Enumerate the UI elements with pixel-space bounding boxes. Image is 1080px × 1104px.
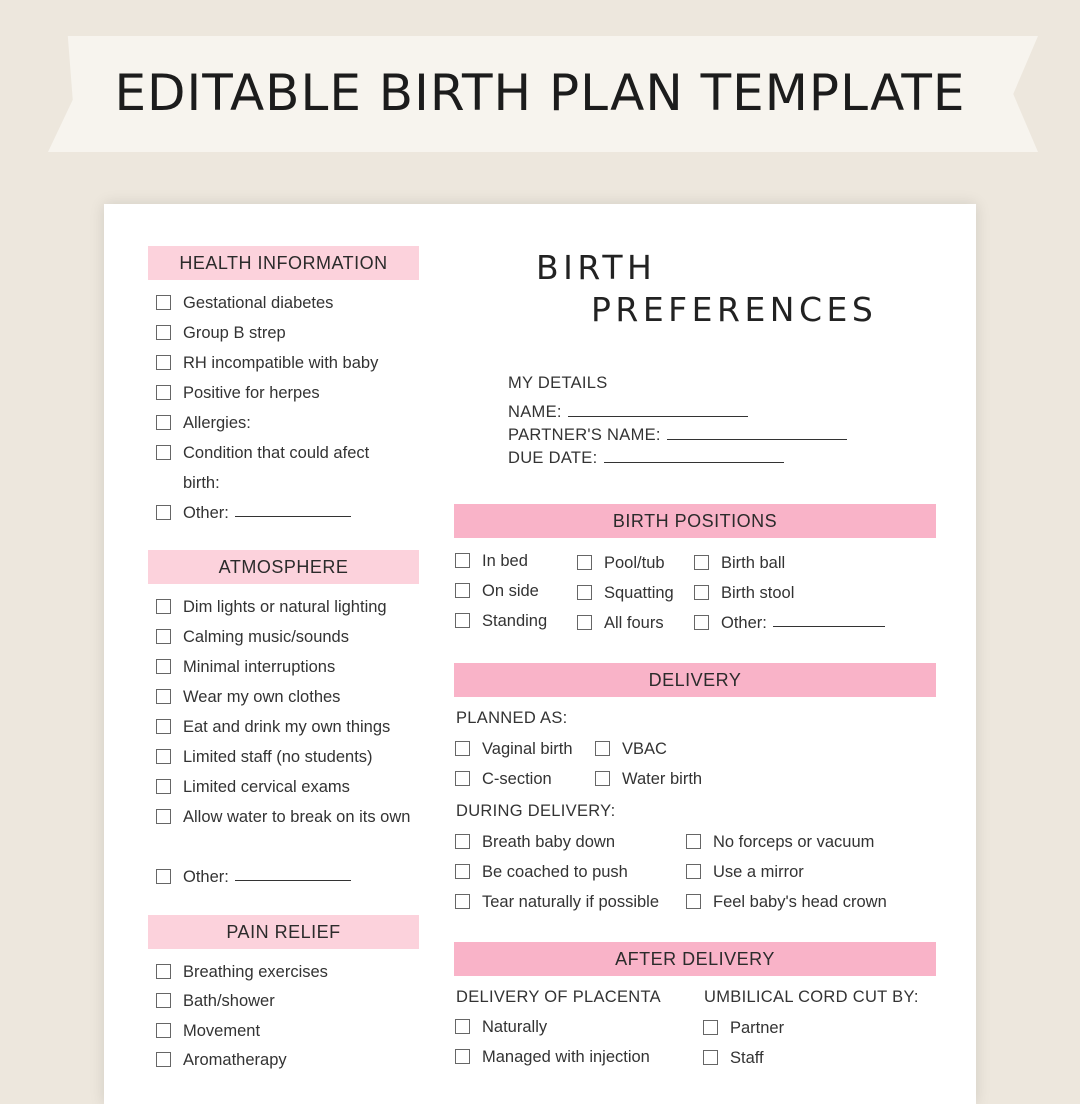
pain-relief-header: PAIN RELIEF [148, 915, 419, 949]
checkbox-vbac[interactable]: VBAC [595, 734, 667, 764]
checkbox-all-fours[interactable]: All fours [577, 608, 664, 638]
checkbox-box[interactable] [455, 894, 470, 909]
checkbox-atmosphere-other[interactable]: Other: [156, 862, 351, 892]
checkbox-box[interactable] [156, 719, 171, 734]
checkbox-box[interactable] [455, 1049, 470, 1064]
birth-positions-header: BIRTH POSITIONS [454, 504, 936, 538]
checkbox-minimal-interruptions[interactable]: Minimal interruptions [156, 652, 335, 682]
atmosphere-other-line[interactable] [235, 862, 351, 881]
name-row: NAME: [508, 398, 748, 422]
checkbox-squatting[interactable]: Squatting [577, 578, 674, 608]
checkbox-box[interactable] [156, 599, 171, 614]
checkbox-limited-cervical-exams[interactable]: Limited cervical exams [156, 772, 350, 802]
checkbox-water-birth[interactable]: Water birth [595, 764, 702, 794]
checkbox-staff[interactable]: Staff [703, 1043, 764, 1073]
checkbox-condition-affect-birth[interactable]: Condition that could afect birth: [156, 438, 396, 498]
checkbox-box[interactable] [577, 585, 592, 600]
checkbox-positions-other[interactable]: Other: [694, 608, 885, 638]
checkbox-box[interactable] [577, 555, 592, 570]
checkbox-box[interactable] [455, 864, 470, 879]
checkbox-birth-stool[interactable]: Birth stool [694, 578, 794, 608]
checkbox-box[interactable] [156, 385, 171, 400]
checkbox-group-b-strep[interactable]: Group B strep [156, 318, 286, 348]
checkbox-box[interactable] [703, 1050, 718, 1065]
checkbox-box[interactable] [156, 779, 171, 794]
checkbox-box[interactable] [156, 415, 171, 430]
checkbox-water-break[interactable]: Allow water to break on its own [156, 802, 416, 832]
checkbox-box[interactable] [156, 629, 171, 644]
checkbox-pool-tub[interactable]: Pool/tub [577, 548, 665, 578]
partner-name-line[interactable] [667, 421, 847, 440]
checkbox-use-mirror[interactable]: Use a mirror [686, 857, 804, 887]
my-details-heading: MY DETAILS [508, 374, 608, 392]
partner-row: PARTNER'S NAME: [508, 421, 847, 445]
checkbox-rh-incompatible[interactable]: RH incompatible with baby [156, 348, 378, 378]
checkbox-c-section[interactable]: C-section [455, 764, 552, 794]
checkbox-partner[interactable]: Partner [703, 1013, 784, 1043]
checkbox-box[interactable] [156, 1052, 171, 1067]
checkbox-own-clothes[interactable]: Wear my own clothes [156, 682, 340, 712]
banner-title: EDITABLE BIRTH PLAN TEMPLATE [114, 64, 966, 122]
checkbox-box[interactable] [156, 659, 171, 674]
checkbox-box[interactable] [156, 505, 171, 520]
checkbox-box[interactable] [156, 355, 171, 370]
checkbox-movement[interactable]: Movement [156, 1016, 260, 1046]
checkbox-health-other[interactable]: Other: [156, 498, 351, 528]
checkbox-tear-naturally[interactable]: Tear naturally if possible [455, 887, 659, 917]
checkbox-eat-drink[interactable]: Eat and drink my own things [156, 712, 390, 742]
checkbox-birth-ball[interactable]: Birth ball [694, 548, 785, 578]
name-line[interactable] [568, 398, 748, 417]
checkbox-box[interactable] [455, 834, 470, 849]
checkbox-box[interactable] [455, 553, 470, 568]
atmosphere-header: ATMOSPHERE [148, 550, 419, 584]
checkbox-box[interactable] [156, 809, 171, 824]
checkbox-box[interactable] [686, 864, 701, 879]
checkbox-box[interactable] [156, 689, 171, 704]
checkbox-box[interactable] [577, 615, 592, 630]
checkbox-box[interactable] [156, 1023, 171, 1038]
cord-cut-label: UMBILICAL CORD CUT BY: [704, 988, 919, 1006]
birth-plan-sheet [104, 204, 976, 1104]
checkbox-gestational-diabetes[interactable]: Gestational diabetes [156, 288, 333, 318]
checkbox-box[interactable] [694, 615, 709, 630]
checkbox-box[interactable] [156, 325, 171, 340]
checkbox-box[interactable] [703, 1020, 718, 1035]
checkbox-managed-injection[interactable]: Managed with injection [455, 1042, 650, 1072]
checkbox-dim-lights[interactable]: Dim lights or natural lighting [156, 592, 387, 622]
checkbox-box[interactable] [455, 771, 470, 786]
checkbox-coached-to-push[interactable]: Be coached to push [455, 857, 628, 887]
due-date-row: DUE DATE: [508, 444, 784, 468]
checkbox-bath-shower[interactable]: Bath/shower [156, 986, 275, 1016]
checkbox-vaginal-birth[interactable]: Vaginal birth [455, 734, 573, 764]
checkbox-box[interactable] [694, 585, 709, 600]
checkbox-box[interactable] [694, 555, 709, 570]
checkbox-no-forceps[interactable]: No forceps or vacuum [686, 827, 874, 857]
positions-other-line[interactable] [773, 608, 885, 627]
checkbox-naturally[interactable]: Naturally [455, 1012, 547, 1042]
checkbox-aromatherapy[interactable]: Aromatherapy [156, 1045, 287, 1075]
checkbox-box[interactable] [595, 771, 610, 786]
checkbox-on-side[interactable]: On side [455, 576, 539, 606]
health-other-line[interactable] [235, 498, 351, 517]
checkbox-box[interactable] [455, 613, 470, 628]
title-line-birth: BIRTH [536, 248, 657, 287]
checkbox-box[interactable] [455, 741, 470, 756]
checkbox-limited-staff[interactable]: Limited staff (no students) [156, 742, 373, 772]
checkbox-box[interactable] [156, 445, 171, 460]
checkbox-feel-head-crown[interactable]: Feel baby's head crown [686, 887, 887, 917]
checkbox-standing[interactable]: Standing [455, 606, 547, 636]
checkbox-box[interactable] [156, 964, 171, 979]
checkbox-box[interactable] [595, 741, 610, 756]
checkbox-box[interactable] [156, 749, 171, 764]
health-information-header: HEALTH INFORMATION [148, 246, 419, 280]
placenta-label: DELIVERY OF PLACENTA [456, 988, 661, 1006]
checkbox-in-bed[interactable]: In bed [455, 546, 528, 576]
checkbox-box[interactable] [455, 1019, 470, 1034]
checkbox-box[interactable] [455, 583, 470, 598]
checkbox-breath-baby-down[interactable]: Breath baby down [455, 827, 615, 857]
during-delivery-label: DURING DELIVERY: [456, 802, 616, 820]
checkbox-box[interactable] [686, 834, 701, 849]
checkbox-allergies[interactable]: Allergies: [156, 408, 251, 438]
checkbox-positive-herpes[interactable]: Positive for herpes [156, 378, 320, 408]
checkbox-box[interactable] [156, 295, 171, 310]
checkbox-box[interactable] [686, 894, 701, 909]
title-line-preferences: PREFERENCES [591, 290, 878, 329]
checkbox-calming-music[interactable]: Calming music/sounds [156, 622, 349, 652]
due-date-line[interactable] [604, 444, 784, 463]
delivery-header: DELIVERY [454, 663, 936, 697]
checkbox-breathing-exercises[interactable]: Breathing exercises [156, 957, 328, 987]
after-delivery-header: AFTER DELIVERY [454, 942, 936, 976]
planned-as-label: PLANNED AS: [456, 709, 568, 727]
checkbox-box[interactable] [156, 993, 171, 1008]
checkbox-box[interactable] [156, 869, 171, 884]
